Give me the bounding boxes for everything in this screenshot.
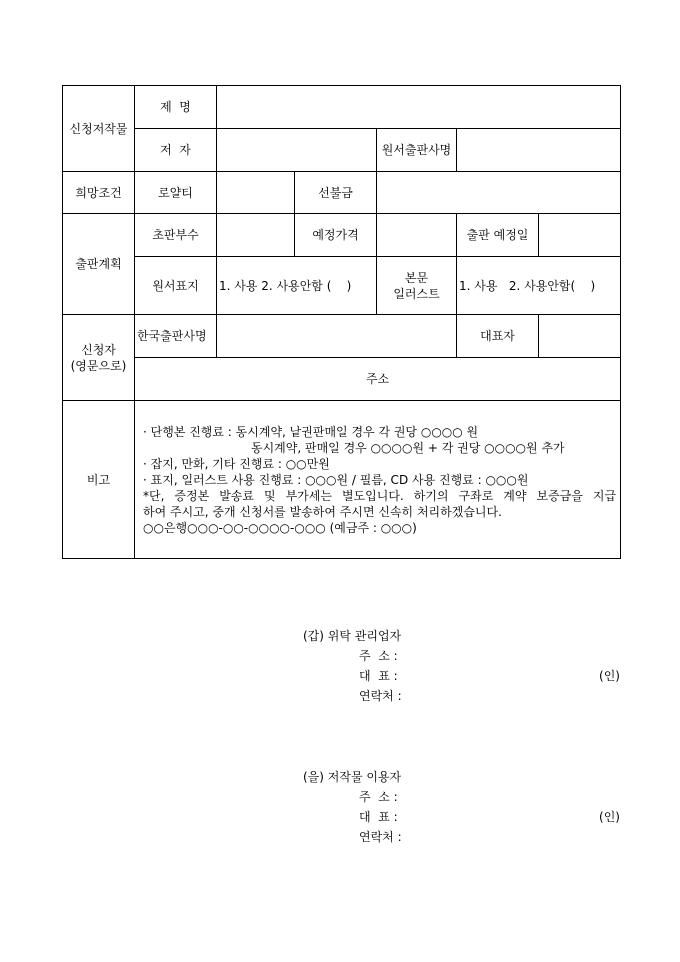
applicant-label-line2: (영문으로) [70, 358, 127, 373]
body-illustration-label-line2: 일러스트 [393, 286, 440, 301]
royalty-field[interactable] [217, 172, 295, 214]
body-illustration-options[interactable]: 1. 사용 2. 사용안함( ) [457, 257, 621, 315]
remarks-line: · 단행본 진행료 : 동시계약, 낱권판매일 경우 각 권당 ○○○○ 원 [143, 424, 479, 439]
party-b-address-label: 주 소 : [359, 790, 398, 804]
planned-price-field[interactable] [377, 214, 457, 257]
remarks-line: · 표지, 일러스트 사용 진행료 : ○○○원 / 필름, CD 사용 진행료 : ○○○원 [143, 472, 529, 487]
party-b-contact-label: 연락처 : [359, 830, 402, 844]
title-field[interactable] [217, 86, 621, 129]
remarks-label: 비고 [63, 401, 135, 559]
planned-price-label: 예정가격 [295, 214, 377, 257]
applicant-label-line1: 신청자 [81, 342, 116, 357]
remarks-content [135, 401, 621, 559]
party-a-representative-label: 대 표 : [359, 669, 398, 683]
original-cover-label: 원서표지 [135, 257, 217, 315]
korean-publisher-label: 한국출판사명 [135, 315, 217, 358]
representative-label: 대표자 [457, 315, 539, 358]
applicant-label [63, 315, 135, 401]
advance-label: 선불금 [295, 172, 377, 214]
remarks-line: 하여 주시고, 중개 신청서를 발송하여 주시면 신속히 처리하겠습니다. [143, 504, 502, 519]
party-a-heading: (갑) 위탁 관리업자 [303, 629, 402, 643]
desired-terms-label: 희망조건 [63, 172, 135, 214]
planned-date-field[interactable] [539, 214, 621, 257]
address-label: 주소 [135, 358, 621, 401]
party-a-seal: (인) [599, 669, 620, 683]
title-label: 제 명 [135, 86, 217, 129]
party-b-block [303, 768, 620, 848]
original-publisher-field[interactable] [457, 129, 621, 172]
original-cover-options[interactable]: 1. 사용 2. 사용안함 ( ) [217, 257, 377, 315]
party-b-representative-label: 대 표 : [359, 810, 398, 824]
remarks-line: 동시계약, 판매일 경우 ○○○○원 + 각 권당 ○○○○원 추가 [251, 440, 565, 455]
body-illustration-label [377, 257, 457, 315]
remarks-line: · 잡지, 만화, 기타 진행료 : ○○만원 [143, 456, 330, 471]
korean-publisher-field[interactable] [217, 315, 457, 358]
party-a-block [303, 627, 620, 707]
party-a-address-label: 주 소 : [359, 649, 398, 663]
author-label: 저 자 [135, 129, 217, 172]
applicant-work-label: 신청저작물 [63, 86, 135, 172]
first-print-label: 초판부수 [135, 214, 217, 257]
representative-field[interactable] [539, 315, 621, 358]
body-illustration-label-line1: 본문 [404, 270, 429, 285]
party-b-heading: (을) 저작물 이용자 [303, 770, 402, 784]
remarks-line: *단, 증정본 발송료 및 부가세는 별도입니다. 하기의 구좌로 계약 보증금을 지급 [143, 488, 617, 503]
party-b-seal: (인) [599, 810, 620, 824]
planned-date-label: 출판 예정일 [457, 214, 539, 257]
royalty-label: 로얄티 [135, 172, 217, 214]
advance-field[interactable] [377, 172, 621, 214]
party-a-contact-label: 연락처 : [359, 689, 402, 703]
publishing-plan-label: 출판계획 [63, 214, 135, 315]
first-print-field[interactable] [217, 214, 295, 257]
remarks-line: ○○은행○○○-○○-○○○○-○○○ (예금주 : ○○○) [143, 520, 417, 535]
application-form-table [62, 85, 621, 559]
author-field[interactable] [217, 129, 377, 172]
original-publisher-label: 원서출판사명 [377, 129, 457, 172]
